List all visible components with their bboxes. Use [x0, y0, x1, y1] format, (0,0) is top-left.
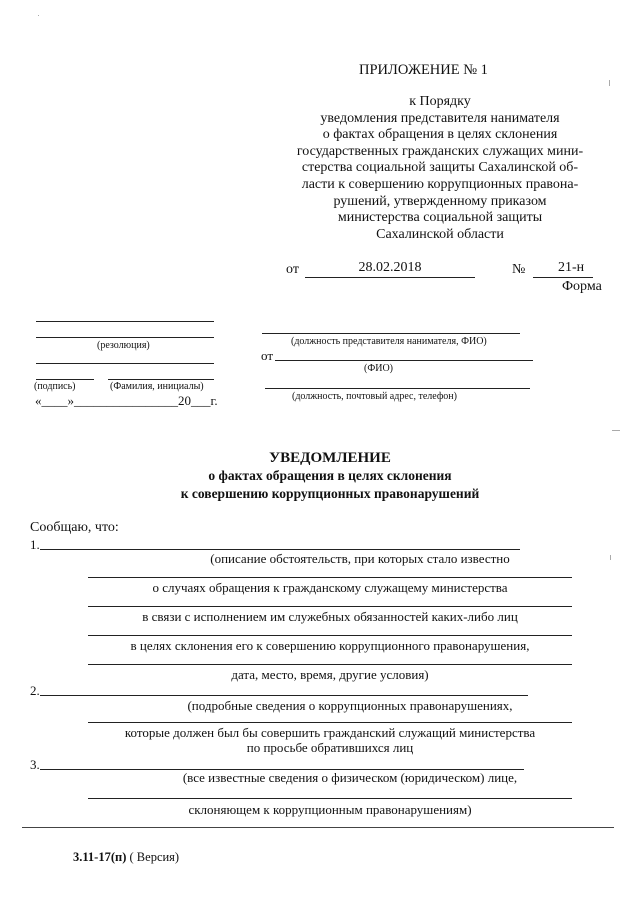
section-1-caption: в связи с исполнением им служебных обязанностей каких-либо лиц: [142, 609, 518, 624]
appendix-line: стерства социальной защиты Сахалинской об-: [301, 160, 579, 176]
appendix-line: министерства социальной защиты: [337, 210, 543, 226]
appendix-line: уведомления представителя нанимателя: [320, 110, 560, 126]
resolution-line-2: [36, 337, 214, 338]
order-date-underline: [305, 277, 475, 278]
addressee-from-label: от: [261, 348, 274, 363]
section-1-line: [40, 549, 520, 550]
section-3-number: 3.: [30, 757, 40, 772]
name-line: [108, 379, 214, 380]
section-2-number: 2.: [30, 683, 40, 698]
section-3-caption: склоняющем к коррупционным правонарушениям): [188, 802, 472, 817]
section-1-line: [88, 635, 572, 636]
notice-subtitle-line-2: к совершению коррупционных правонарушений: [180, 486, 480, 501]
scan-speck: [612, 430, 620, 431]
section-1-caption: в целях склонения его к совершению коррупционного правонарушения,: [130, 638, 530, 653]
section-1-caption: (описание обстоятельств, при которых стало известно: [210, 551, 510, 566]
section-2-line: [88, 722, 572, 723]
resolution-caption: (резолюция): [97, 340, 150, 351]
resolution-date-line: «____»________________20___г.: [35, 393, 218, 408]
section-2-line: [40, 695, 528, 696]
footer-code-number: 3.11-17(п): [73, 850, 127, 864]
fio-line: [275, 360, 533, 361]
fio-caption: (ФИО): [364, 363, 394, 374]
name-caption: (Фамилия, инициалы): [110, 381, 204, 392]
scan-speck: [609, 80, 610, 86]
section-2-caption: по просьбе обратившихся лиц: [246, 740, 414, 755]
contacts-caption: (должность, почтовый адрес, телефон): [292, 391, 457, 402]
section-1-line: [88, 606, 572, 607]
scan-speck: [38, 15, 39, 16]
section-1-caption: дата, место, время, другие условия): [231, 667, 429, 682]
footer-rule: [22, 827, 614, 828]
appendix-line: ласти к совершению коррупционных правона-: [301, 176, 579, 192]
order-from-label: от: [286, 262, 299, 277]
appendix-line: государственных гражданских служащих мини-: [296, 143, 584, 159]
section-2-caption: которые должен был бы совершить гражданский служащий министерства: [124, 725, 536, 740]
form-label: Форма: [562, 279, 602, 294]
appendix-line: Сахалинской области: [376, 226, 504, 242]
resolution-line-1: [36, 321, 214, 322]
contacts-line: [265, 388, 530, 389]
order-number: 21-н: [558, 260, 585, 275]
order-date: 28.02.2018: [358, 260, 422, 275]
section-1-line: [88, 664, 572, 665]
order-number-label: №: [512, 262, 526, 277]
footer-version: ( Версия): [129, 850, 180, 864]
scan-speck: [610, 555, 611, 560]
notice-title: УВЕДОМЛЕНИЕ: [269, 450, 391, 466]
appendix-title: ПРИЛОЖЕНИЕ № 1: [359, 62, 488, 78]
resolution-line-3: [36, 363, 214, 364]
signature-line: [36, 379, 94, 380]
position-caption: (должность представителя нанимателя, ФИО): [291, 336, 487, 347]
footer-code: [73, 850, 179, 865]
section-2-caption: (подробные сведения о коррупционных правонарушениях,: [187, 698, 513, 713]
notice-intro: Сообщаю, что:: [30, 520, 119, 535]
section-1-caption: о случаях обращения к гражданскому служащему министерства: [152, 580, 508, 595]
signature-caption: (подпись): [34, 381, 76, 392]
section-1-number: 1.: [30, 537, 40, 552]
appendix-line: о фактах обращения в целях склонения: [322, 127, 558, 143]
appendix-line: к Порядку: [409, 94, 471, 109]
notice-subtitle-line-1: о фактах обращения в целях склонения: [208, 468, 452, 483]
order-number-underline: [533, 277, 593, 278]
position-line: [262, 333, 520, 334]
appendix-line: рушений, утвержденному приказом: [333, 193, 547, 209]
appendix-description: [270, 94, 610, 243]
section-3-caption: (все известные сведения о физическом (юридическом) лице,: [182, 770, 518, 785]
section-1-line: [88, 577, 572, 578]
section-3-line: [88, 798, 572, 799]
